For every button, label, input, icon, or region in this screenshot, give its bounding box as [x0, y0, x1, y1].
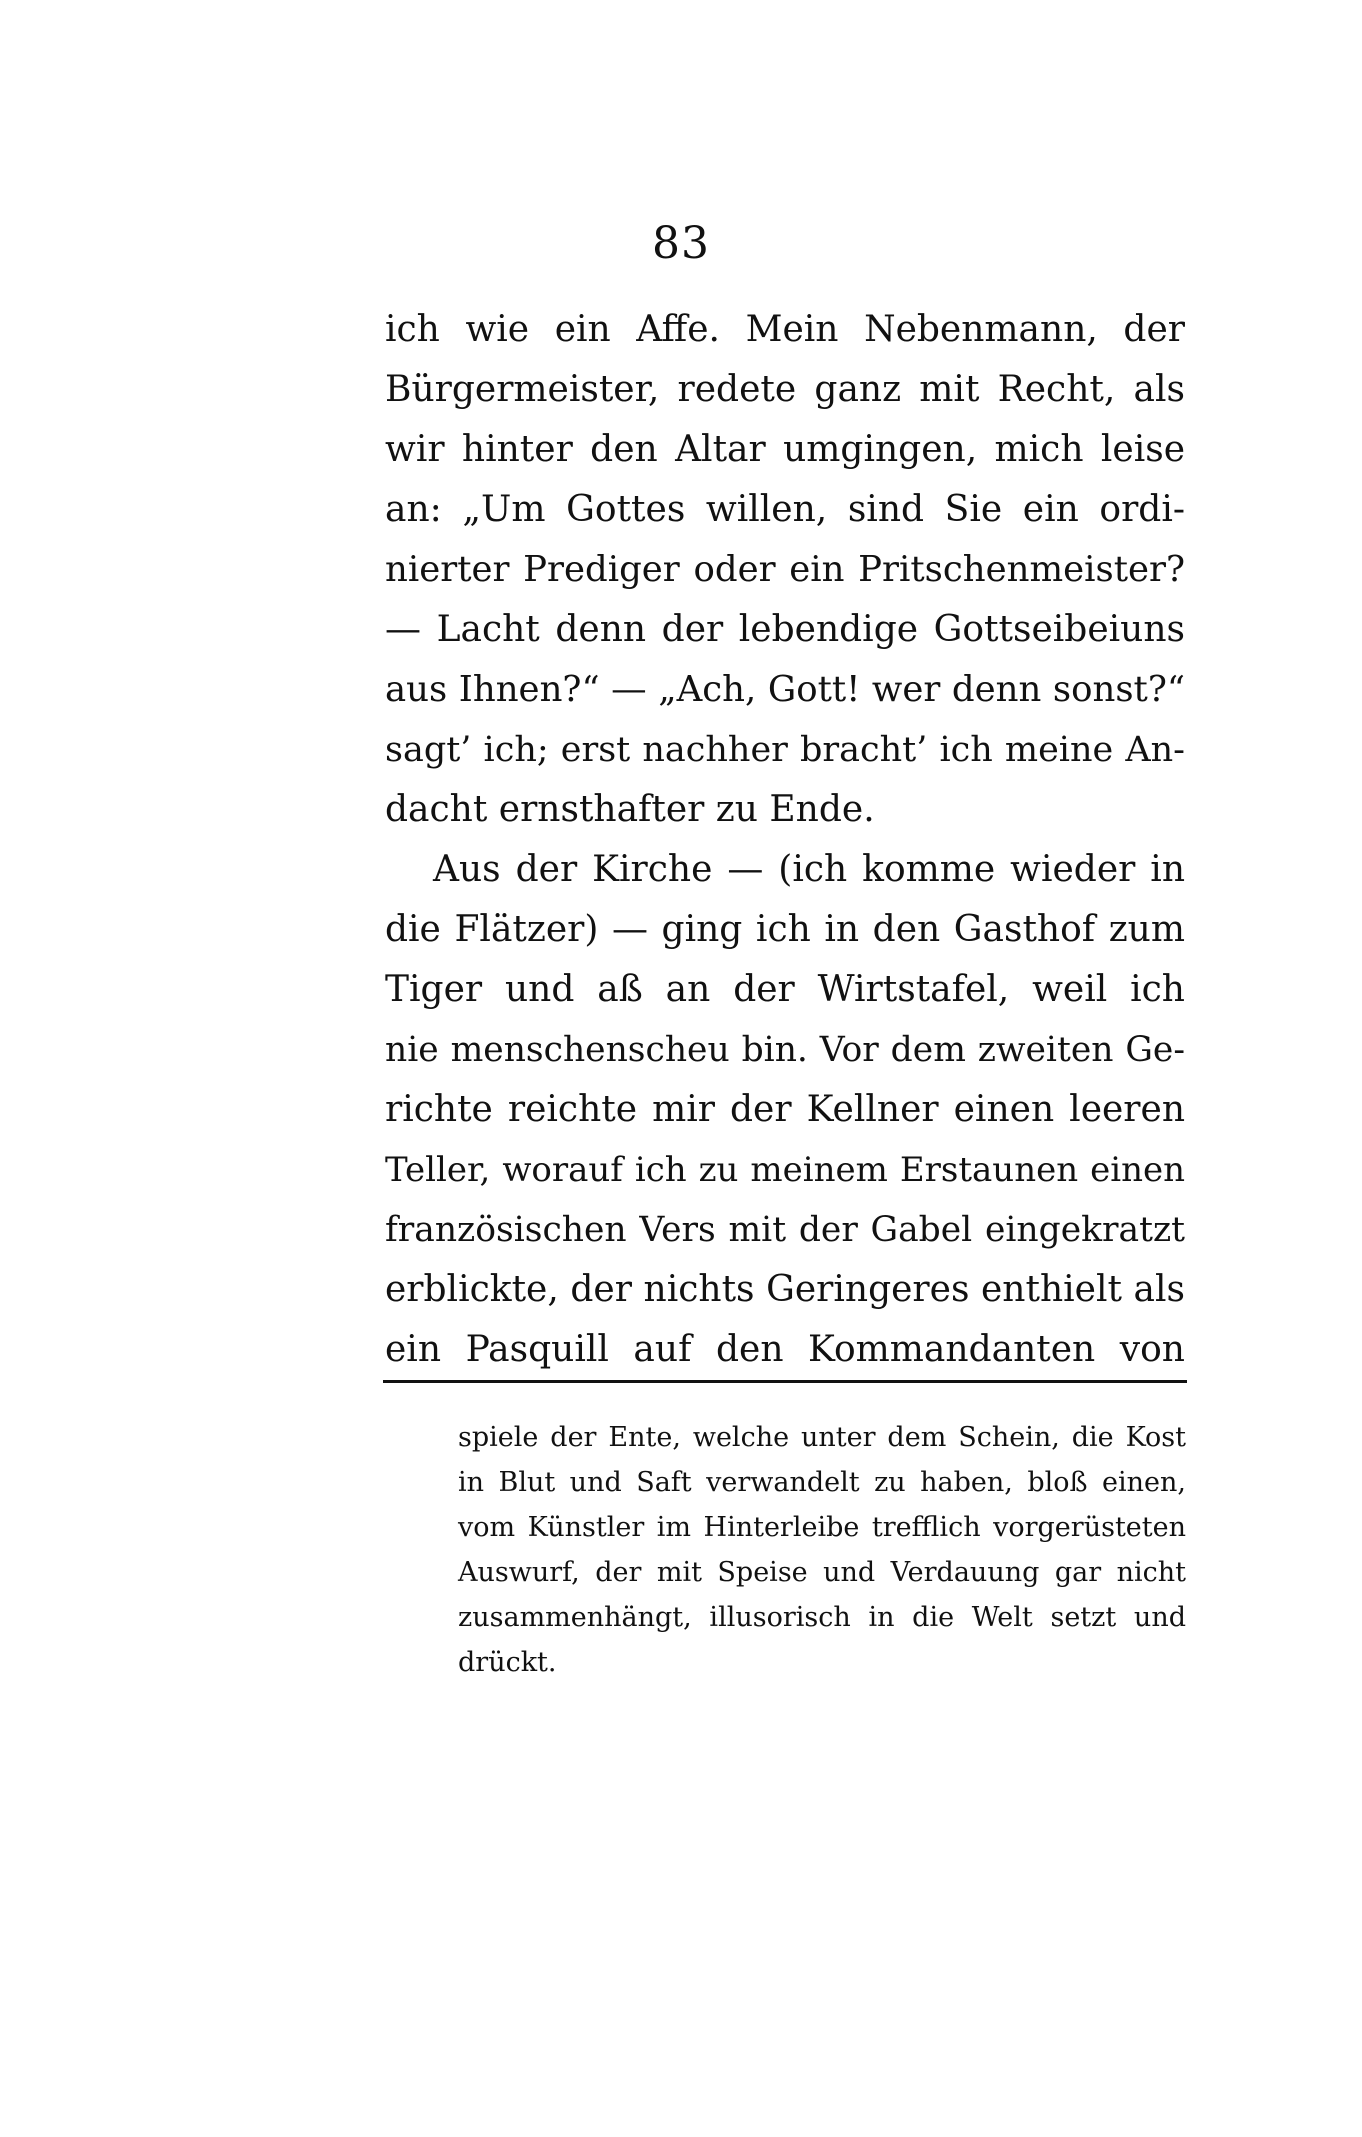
text-line: ich wie ein Affe. Mein Nebenmann, der — [385, 309, 1185, 350]
text-line: ein Pasquill auf den Kommandanten von — [385, 1329, 1185, 1370]
text-line: Bürgermeister, redete ganz mit Recht, als — [385, 369, 1185, 410]
text-line: aus Ihnen?“ — „Ach, Gott! wer denn sonst?“ — [385, 669, 1185, 710]
text-line: wir hinter den Altar umgingen, mich leise — [385, 429, 1185, 470]
text-line: sagt’ ich; erst nachher bracht’ ich meine An- — [385, 730, 1185, 770]
text-line: nierter Prediger oder ein Pritschenmeister? — [385, 549, 1185, 590]
footnote-line: in Blut und Saft verwandelt zu haben, bloß einen, — [458, 1467, 1186, 1498]
footnote-line: vom Künstler im Hinterleibe trefflich vorgerüsteten — [458, 1512, 1186, 1543]
text-line: richte reichte mir der Kellner einen leeren — [385, 1089, 1185, 1130]
text-line: an: „Um Gottes willen, sind Sie ein ordi- — [385, 489, 1185, 530]
page-number: 83 — [652, 218, 710, 269]
text-line: Teller, worauf ich zu meinem Erstaunen einen — [385, 1150, 1185, 1190]
footnote-line: spiele der Ente, welche unter dem Schein, die Kost — [458, 1422, 1186, 1453]
text-line: — Lacht denn der lebendige Gottseibeiuns — [385, 609, 1185, 650]
text-line: erblickte, der nichts Geringeres enthielt als — [385, 1269, 1185, 1310]
footnote-line: drückt. — [458, 1647, 557, 1678]
text-line: Aus der Kirche — (ich komme wieder in — [433, 849, 1185, 890]
footnote-rule — [383, 1380, 1187, 1383]
footnote — [458, 1415, 1186, 1685]
footnote-line: zusammenhängt, illusorisch in die Welt setzt und — [458, 1602, 1186, 1633]
footnote-line: Auswurf, der mit Speise und Verdauung gar nicht — [458, 1557, 1186, 1588]
text-line: französischen Vers mit der Gabel eingekratzt — [385, 1210, 1185, 1250]
text-line: Tiger und aß an der Wirtstafel, weil ich — [385, 969, 1185, 1010]
main-text — [385, 300, 1185, 1380]
text-line: die Flätzer) — ging ich in den Gasthof zum — [385, 909, 1185, 950]
text-line: dacht ernsthafter zu Ende. — [385, 789, 875, 830]
text-line: nie menschenscheu bin. Vor dem zweiten Ge- — [385, 1030, 1185, 1070]
